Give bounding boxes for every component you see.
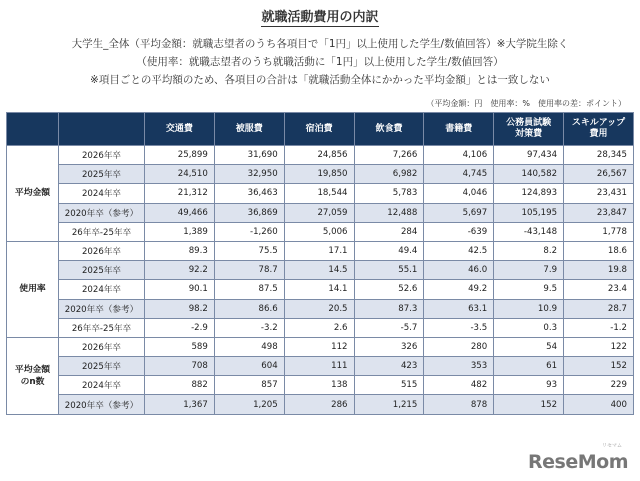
table-cell: 18.6 <box>564 241 634 260</box>
page-title: 就職活動費用の内訳 <box>261 10 379 25</box>
table-cell: 55.1 <box>354 261 424 280</box>
row-label: 2024年卒 <box>59 280 145 299</box>
table-cell: 42.5 <box>424 241 494 260</box>
table-cell: 857 <box>214 376 284 395</box>
table-cell: 23,431 <box>564 184 634 203</box>
column-header: 被服費 <box>214 113 284 146</box>
row-label: 2026年卒 <box>59 241 145 260</box>
table-cell: 9.5 <box>494 280 564 299</box>
table-cell: 5,697 <box>424 203 494 222</box>
header-corner <box>7 113 59 146</box>
row-label: 2024年卒 <box>59 376 145 395</box>
table-cell: 21,312 <box>145 184 215 203</box>
table-cell: 4,745 <box>424 165 494 184</box>
table-cell: 6,982 <box>354 165 424 184</box>
table-row <box>7 357 634 376</box>
table-cell: 18,544 <box>284 184 354 203</box>
table-cell: 17.1 <box>284 241 354 260</box>
table-row <box>7 165 634 184</box>
table-cell: 14.1 <box>284 280 354 299</box>
row-label: 26年卒-25年卒 <box>59 318 145 337</box>
table-cell: -43,148 <box>494 222 564 241</box>
table-cell: 19.8 <box>564 261 634 280</box>
row-label: 2024年卒 <box>59 184 145 203</box>
table-cell: 46.0 <box>424 261 494 280</box>
table-row <box>7 146 634 165</box>
table-row <box>7 337 634 356</box>
table-cell: 28.7 <box>564 299 634 318</box>
table-cell: 1,367 <box>145 395 215 414</box>
table-cell: 32,950 <box>214 165 284 184</box>
column-header: 宿泊費 <box>284 113 354 146</box>
row-group-label: 平均金額 のn数 <box>7 337 59 414</box>
table-cell: 353 <box>424 357 494 376</box>
resemom-logo: ReseMom <box>528 451 628 473</box>
column-header: 公務員試験 対策費 <box>494 113 564 146</box>
row-label: 2025年卒 <box>59 261 145 280</box>
table-cell: -1,260 <box>214 222 284 241</box>
table-cell: 36,463 <box>214 184 284 203</box>
table-cell: 92.2 <box>145 261 215 280</box>
table-cell: 124,893 <box>494 184 564 203</box>
table-cell: 604 <box>214 357 284 376</box>
column-header: 飲食費 <box>354 113 424 146</box>
row-label: 26年卒-25年卒 <box>59 222 145 241</box>
table-cell: 75.5 <box>214 241 284 260</box>
table-cell: 20.5 <box>284 299 354 318</box>
table-cell: 89.3 <box>145 241 215 260</box>
table-cell: 0.3 <box>494 318 564 337</box>
table-cell: -639 <box>424 222 494 241</box>
table-cell: 87.3 <box>354 299 424 318</box>
table-cell: -1.2 <box>564 318 634 337</box>
table-cell: -3.2 <box>214 318 284 337</box>
row-label: 2026年卒 <box>59 146 145 165</box>
table-row <box>7 241 634 260</box>
table-cell: 4,046 <box>424 184 494 203</box>
table-cell: 229 <box>564 376 634 395</box>
table-cell: 19,850 <box>284 165 354 184</box>
expense-table <box>6 112 634 415</box>
table-cell: 284 <box>354 222 424 241</box>
table-row <box>7 203 634 222</box>
table-cell: 2.6 <box>284 318 354 337</box>
table-cell: 482 <box>424 376 494 395</box>
row-group-label: 使用率 <box>7 241 59 337</box>
table-cell: 7,266 <box>354 146 424 165</box>
table-cell: 152 <box>494 395 564 414</box>
table-cell: 280 <box>424 337 494 356</box>
table-cell: 152 <box>564 357 634 376</box>
table-cell: 54 <box>494 337 564 356</box>
table-cell: 23,847 <box>564 203 634 222</box>
row-label: 2020年卒（参考） <box>59 395 145 414</box>
table-cell: 498 <box>214 337 284 356</box>
table-cell: 111 <box>284 357 354 376</box>
header-row <box>7 113 634 146</box>
table-cell: 878 <box>424 395 494 414</box>
table-row <box>7 376 634 395</box>
table-cell: 24,856 <box>284 146 354 165</box>
row-group-label: 平均金額 <box>7 146 59 242</box>
table-cell: 93 <box>494 376 564 395</box>
table-cell: 882 <box>145 376 215 395</box>
column-header: スキルアップ 費用 <box>564 113 634 146</box>
table-cell: 138 <box>284 376 354 395</box>
table-cell: 326 <box>354 337 424 356</box>
unit-note: （平均金額：円 使用率：% 使用率の差：ポイント） <box>426 99 626 108</box>
row-label: 2025年卒 <box>59 357 145 376</box>
table-cell: 8.2 <box>494 241 564 260</box>
table-cell: 87.5 <box>214 280 284 299</box>
table-cell: 97,434 <box>494 146 564 165</box>
table-cell: 36,869 <box>214 203 284 222</box>
table-cell: 10.9 <box>494 299 564 318</box>
table-cell: 90.1 <box>145 280 215 299</box>
table-cell: 26,567 <box>564 165 634 184</box>
table-cell: 23.4 <box>564 280 634 299</box>
note-line-1: 大学生_全体（平均金額：就職志望者のうち各項目で「1円」以上使用した学生/数値回答）※大学院生除く <box>71 38 569 50</box>
table-cell: 423 <box>354 357 424 376</box>
note-line-2: （使用率：就職志望者のうち就職活動に「1円」以上使用した学生/数値回答） <box>136 56 504 68</box>
row-label: 2025年卒 <box>59 165 145 184</box>
table-cell: 122 <box>564 337 634 356</box>
table-row <box>7 299 634 318</box>
table-cell: 4,106 <box>424 146 494 165</box>
table-cell: 286 <box>284 395 354 414</box>
table-cell: 708 <box>145 357 215 376</box>
table-row <box>7 184 634 203</box>
table-row <box>7 222 634 241</box>
row-label: 2020年卒（参考） <box>59 299 145 318</box>
table-cell: 31,690 <box>214 146 284 165</box>
table-cell: 12,488 <box>354 203 424 222</box>
table-cell: 112 <box>284 337 354 356</box>
table-cell: 28,345 <box>564 146 634 165</box>
table-cell: 49.2 <box>424 280 494 299</box>
table-cell: 24,510 <box>145 165 215 184</box>
table-cell: 105,195 <box>494 203 564 222</box>
table-cell: 515 <box>354 376 424 395</box>
header-corner <box>59 113 145 146</box>
table-cell: -5.7 <box>354 318 424 337</box>
table-cell: -3.5 <box>424 318 494 337</box>
column-header: 書籍費 <box>424 113 494 146</box>
table-cell: 78.7 <box>214 261 284 280</box>
table-cell: 140,582 <box>494 165 564 184</box>
table-cell: 98.2 <box>145 299 215 318</box>
table-cell: -2.9 <box>145 318 215 337</box>
row-label: 2020年卒（参考） <box>59 203 145 222</box>
table-cell: 400 <box>564 395 634 414</box>
table-row <box>7 395 634 414</box>
table-cell: 1,389 <box>145 222 215 241</box>
row-label: 2026年卒 <box>59 337 145 356</box>
table-cell: 52.6 <box>354 280 424 299</box>
table-row <box>7 318 634 337</box>
logo-subtext: リセマム <box>602 443 622 449</box>
table-cell: 49,466 <box>145 203 215 222</box>
note-line-3: ※項目ごとの平均額のため、各項目の合計は「就職活動全体にかかった平均金額」とは一致しない <box>90 74 550 86</box>
table-cell: 7.9 <box>494 261 564 280</box>
table-cell: 63.1 <box>424 299 494 318</box>
table-cell: 1,215 <box>354 395 424 414</box>
table-cell: 49.4 <box>354 241 424 260</box>
table-row <box>7 280 634 299</box>
table-cell: 1,205 <box>214 395 284 414</box>
table-cell: 25,899 <box>145 146 215 165</box>
table-cell: 14.5 <box>284 261 354 280</box>
table-cell: 1,778 <box>564 222 634 241</box>
table-cell: 5,783 <box>354 184 424 203</box>
table-cell: 5,006 <box>284 222 354 241</box>
table-cell: 86.6 <box>214 299 284 318</box>
table-cell: 589 <box>145 337 215 356</box>
table-cell: 27,059 <box>284 203 354 222</box>
column-header: 交通費 <box>145 113 215 146</box>
table-cell: 61 <box>494 357 564 376</box>
table-row <box>7 261 634 280</box>
